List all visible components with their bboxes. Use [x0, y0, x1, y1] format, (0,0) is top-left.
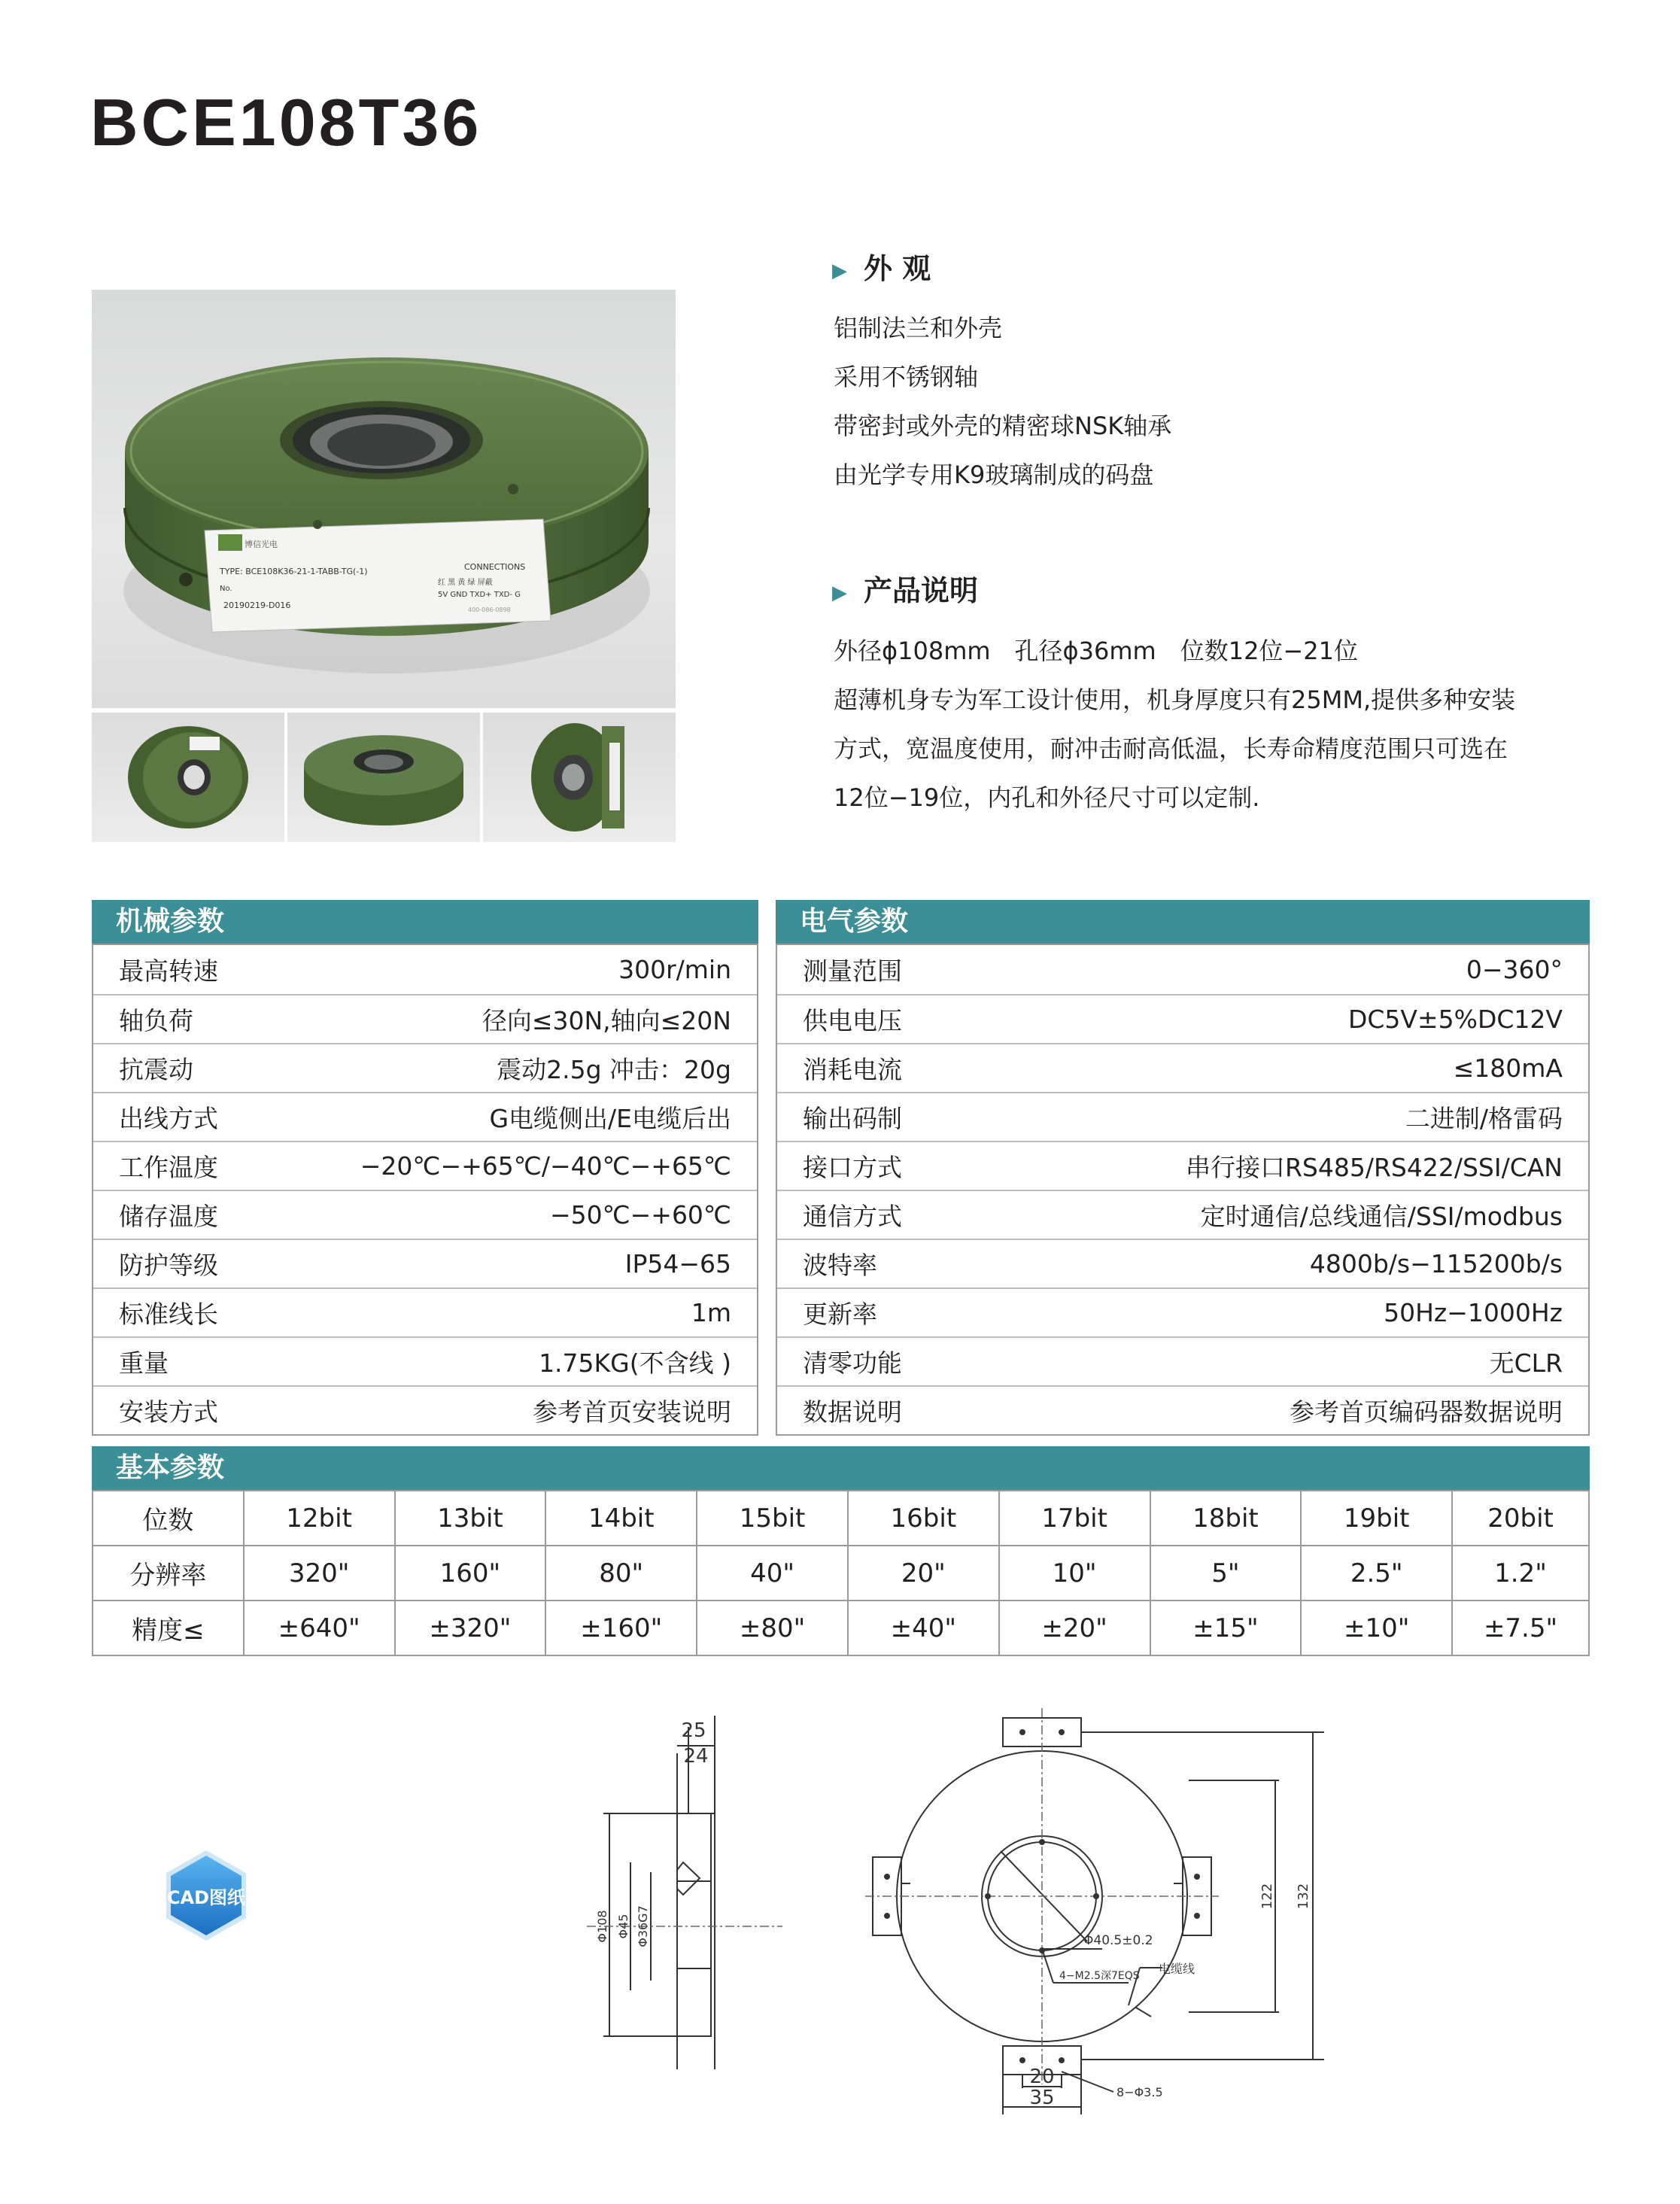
appearance-heading — [832, 245, 931, 287]
dim-36-label: Φ36G7 — [636, 1905, 650, 1947]
table-cell: 2.5" — [1301, 1546, 1452, 1601]
table-cell: 18bit — [1150, 1491, 1302, 1546]
param-value: 径向≤30N,轴向≤20N — [482, 1006, 731, 1035]
label-serial: 20190219-D016 — [223, 600, 291, 610]
table-cell: 19bit — [1301, 1491, 1452, 1546]
table-row — [93, 945, 757, 994]
table-cell: 13bit — [395, 1491, 546, 1546]
param-label: 抗震动 — [119, 1055, 193, 1084]
table-cell: 20bit — [1452, 1491, 1589, 1546]
param-value: 参考首页编码器数据说明 — [1290, 1397, 1563, 1427]
param-value: 二进制/格雷码 — [1405, 1104, 1563, 1133]
table-cell: ±10" — [1301, 1601, 1452, 1655]
table-row — [777, 1287, 1588, 1336]
table-cell: ±80" — [697, 1601, 848, 1655]
table-cell: 15bit — [697, 1491, 848, 1546]
table-row — [777, 1043, 1588, 1092]
param-value: 1m — [691, 1298, 731, 1327]
dim-132-label: 132 — [1296, 1883, 1311, 1910]
description-line: 外径ϕ108mm 孔径ϕ36mm 位数12位−21位 — [834, 637, 1358, 665]
table-row — [93, 1092, 757, 1141]
basic-params-table — [92, 1446, 1590, 1656]
label-no: No. — [220, 585, 232, 593]
label-signals: 5V GND TXD+ TXD- G — [438, 591, 521, 599]
param-label: 接口方式 — [803, 1153, 902, 1182]
dim-20-label: 20 — [1029, 2066, 1055, 2088]
param-value: 参考首页安装说明 — [533, 1397, 731, 1427]
table-cell: 1.2" — [1452, 1546, 1589, 1601]
table-cell: 80" — [545, 1546, 697, 1601]
table-cell: 20" — [848, 1546, 999, 1601]
table-cell: ±640" — [244, 1601, 395, 1655]
table-row — [777, 1336, 1588, 1385]
param-label: 数据说明 — [803, 1397, 902, 1427]
table-cell: ±40" — [848, 1601, 999, 1655]
table-row — [777, 1239, 1588, 1287]
table-cell: 14bit — [545, 1491, 697, 1546]
table-row — [93, 1190, 757, 1239]
dim-108-label: Φ108 — [595, 1910, 609, 1943]
triangle-bullet-icon: ▶ — [832, 581, 847, 604]
param-label: 最高转速 — [119, 956, 218, 986]
param-value: 震动2.5g 冲击：20g — [497, 1055, 731, 1084]
param-value: ≤180mA — [1453, 1053, 1563, 1083]
description-heading — [832, 567, 978, 609]
basic-params-grid — [92, 1490, 1590, 1656]
param-label: 轴负荷 — [119, 1006, 193, 1035]
label-colors: 红 黑 黄 绿 屏蔽 — [438, 579, 493, 587]
table-row — [777, 1190, 1588, 1239]
table-row — [93, 1546, 1589, 1601]
param-value: 定时通信/总线通信/SSI/modbus — [1200, 1202, 1563, 1231]
cad-drawing-badge[interactable] — [164, 1848, 248, 1943]
basic-params-heading: 基本参数 — [92, 1446, 1590, 1490]
description-list — [834, 627, 1515, 822]
param-label: 安装方式 — [119, 1397, 218, 1427]
param-label: 工作温度 — [119, 1153, 218, 1182]
param-label: 标准线长 — [119, 1300, 218, 1329]
table-row — [93, 1491, 1589, 1546]
param-label: 防护等级 — [119, 1251, 218, 1280]
cad-badge-label: CAD图纸 — [166, 1887, 246, 1908]
appearance-heading-text: 外 观 — [864, 252, 931, 285]
table-cell: 160" — [395, 1546, 546, 1601]
table-row — [777, 1385, 1588, 1434]
param-value: 串行接口RS485/RS422/SSI/CAN — [1185, 1153, 1563, 1182]
param-value: −20℃−+65℃/−40℃−+65℃ — [360, 1151, 731, 1181]
page-title: BCE108T36 — [90, 85, 482, 160]
thumbnail-photo-2[interactable] — [287, 713, 480, 842]
table-row — [777, 945, 1588, 994]
param-label: 输出码制 — [803, 1104, 902, 1133]
param-label: 清零功能 — [803, 1348, 902, 1378]
row-label: 分辨率 — [93, 1546, 244, 1601]
param-label: 更新率 — [803, 1300, 877, 1329]
table-cell: ±15" — [1150, 1601, 1302, 1655]
table-row — [93, 1336, 757, 1385]
table-cell: ±20" — [999, 1601, 1150, 1655]
table-row — [93, 1239, 757, 1287]
table-row — [777, 994, 1588, 1043]
electrical-params-body — [776, 944, 1590, 1436]
param-value: 1.75KG(不含线 ) — [539, 1348, 731, 1378]
label-type: TYPE: BCE108K36-21-1-TABB-TG(-1) — [220, 567, 368, 576]
table-cell: 5" — [1150, 1546, 1302, 1601]
mechanical-params-table — [92, 900, 758, 1436]
encoder-photo-illustration — [92, 290, 676, 708]
thumbnail-photo-3[interactable] — [483, 713, 676, 842]
table-row — [93, 1043, 757, 1092]
param-label: 出线方式 — [119, 1104, 218, 1133]
param-value: 4800b/s−115200b/s — [1309, 1249, 1563, 1278]
param-value: 0−360° — [1466, 955, 1563, 984]
thumbnail-photo-1[interactable] — [92, 713, 284, 842]
dim-screw-label: 4−M2.5深7EQS — [1059, 1970, 1140, 1982]
param-value: IP54−65 — [624, 1249, 731, 1278]
cad-side-view-drawing — [587, 1708, 782, 2084]
electrical-params-heading: 电气参数 — [776, 900, 1590, 944]
param-value: 300r/min — [618, 955, 731, 984]
dim-holes-label: 8−Φ3.5 — [1116, 2085, 1163, 2099]
param-label: 消耗电流 — [803, 1055, 902, 1084]
row-label: 位数 — [93, 1491, 244, 1546]
table-row — [93, 1601, 1589, 1655]
param-label: 重量 — [119, 1348, 169, 1378]
table-cell: 16bit — [848, 1491, 999, 1546]
table-cell: ±7.5" — [1452, 1601, 1589, 1655]
mechanical-params-body — [92, 944, 758, 1436]
table-row — [93, 1287, 757, 1336]
param-label: 波特率 — [803, 1251, 877, 1280]
description-line: 方式，宽温度使用，耐冲击耐高低温，长寿命精度范围只可选在 — [834, 734, 1508, 763]
dim-45-label: Φ45 — [616, 1914, 630, 1939]
dim-40-5-label: Φ40.5±0.2 — [1083, 1933, 1153, 1948]
row-label: 精度≤ — [93, 1601, 244, 1655]
triangle-bullet-icon: ▶ — [832, 259, 847, 282]
table-row — [777, 1141, 1588, 1190]
electrical-params-table — [776, 900, 1590, 1436]
cad-front-view-drawing — [858, 1708, 1324, 2114]
dim-24-label: 24 — [683, 1745, 709, 1768]
table-row — [93, 1385, 757, 1434]
mechanical-params-heading: 机械参数 — [92, 900, 758, 944]
table-cell: 10" — [999, 1546, 1150, 1601]
param-label: 通信方式 — [803, 1202, 902, 1231]
label-connections: CONNECTIONS — [464, 562, 526, 572]
table-cell: ±320" — [395, 1601, 546, 1655]
param-value: 无CLR — [1489, 1348, 1563, 1378]
appearance-line: 带密封或外壳的精密球NSK轴承 — [834, 412, 1172, 440]
appearance-line: 由光学专用K9玻璃制成的码盘 — [834, 461, 1154, 489]
dim-122-label: 122 — [1259, 1883, 1275, 1910]
dim-35-label: 35 — [1029, 2087, 1055, 2109]
param-label: 测量范围 — [803, 956, 902, 986]
table-cell: 320" — [244, 1546, 395, 1601]
appearance-line: 采用不锈钢轴 — [834, 363, 979, 391]
param-label: 供电电压 — [803, 1006, 902, 1035]
table-cell: 17bit — [999, 1491, 1150, 1546]
label-phone: 400-086-0898 — [468, 606, 511, 613]
table-row — [777, 1092, 1588, 1141]
description-line: 超薄机身专为军工设计使用，机身厚度只有25MM,提供多种安装 — [834, 686, 1516, 714]
table-cell: 40" — [697, 1546, 848, 1601]
table-cell: 12bit — [244, 1491, 395, 1546]
param-value: −50℃−+60℃ — [549, 1200, 731, 1230]
appearance-list — [834, 304, 1171, 500]
description-line: 12位−19位，内孔和外径尺寸可以定制. — [834, 783, 1260, 812]
table-cell: ±160" — [545, 1601, 697, 1655]
main-product-photo — [92, 290, 676, 708]
cable-label: 电缆线 — [1159, 1962, 1195, 1976]
param-value: 50Hz−1000Hz — [1384, 1298, 1563, 1327]
table-row — [93, 994, 757, 1043]
param-value: DC5V±5%DC12V — [1347, 1005, 1563, 1034]
table-row — [93, 1141, 757, 1190]
appearance-line: 铝制法兰和外壳 — [834, 314, 1003, 342]
label-brand: 博信光电 — [245, 540, 278, 549]
param-label: 储存温度 — [119, 1202, 218, 1231]
param-value: G电缆侧出/E电缆后出 — [489, 1104, 731, 1133]
dim-25-label: 25 — [681, 1719, 706, 1742]
description-heading-text: 产品说明 — [864, 574, 979, 607]
